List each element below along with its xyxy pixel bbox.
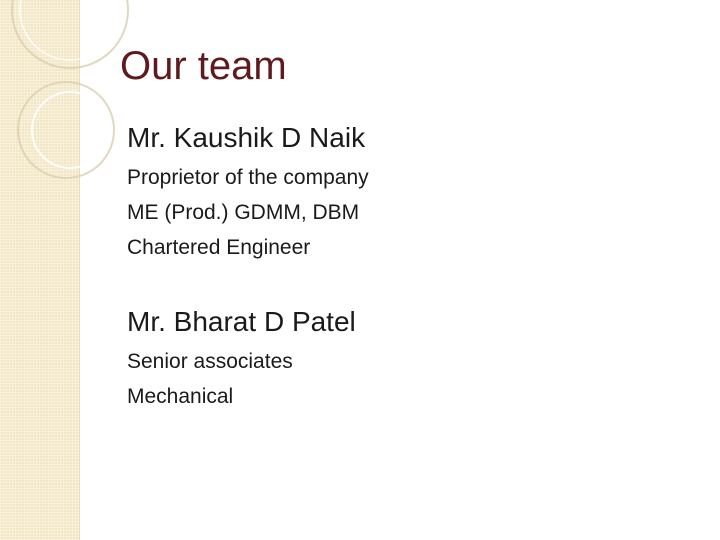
member-role: Senior associates: [127, 350, 293, 373]
member-name: Mr. Bharat D Patel: [127, 306, 356, 337]
member-qualification: ME (Prod.) GDMM, DBM: [127, 201, 360, 224]
slide-title: Our team: [120, 44, 287, 88]
member-title: Chartered Engineer: [127, 236, 311, 259]
decorative-circles: [0, 0, 140, 200]
member-name: Mr. Kaushik D Naik: [127, 122, 366, 153]
member-discipline: Mechanical: [127, 385, 234, 408]
member-role: Proprietor of the company: [127, 166, 369, 189]
